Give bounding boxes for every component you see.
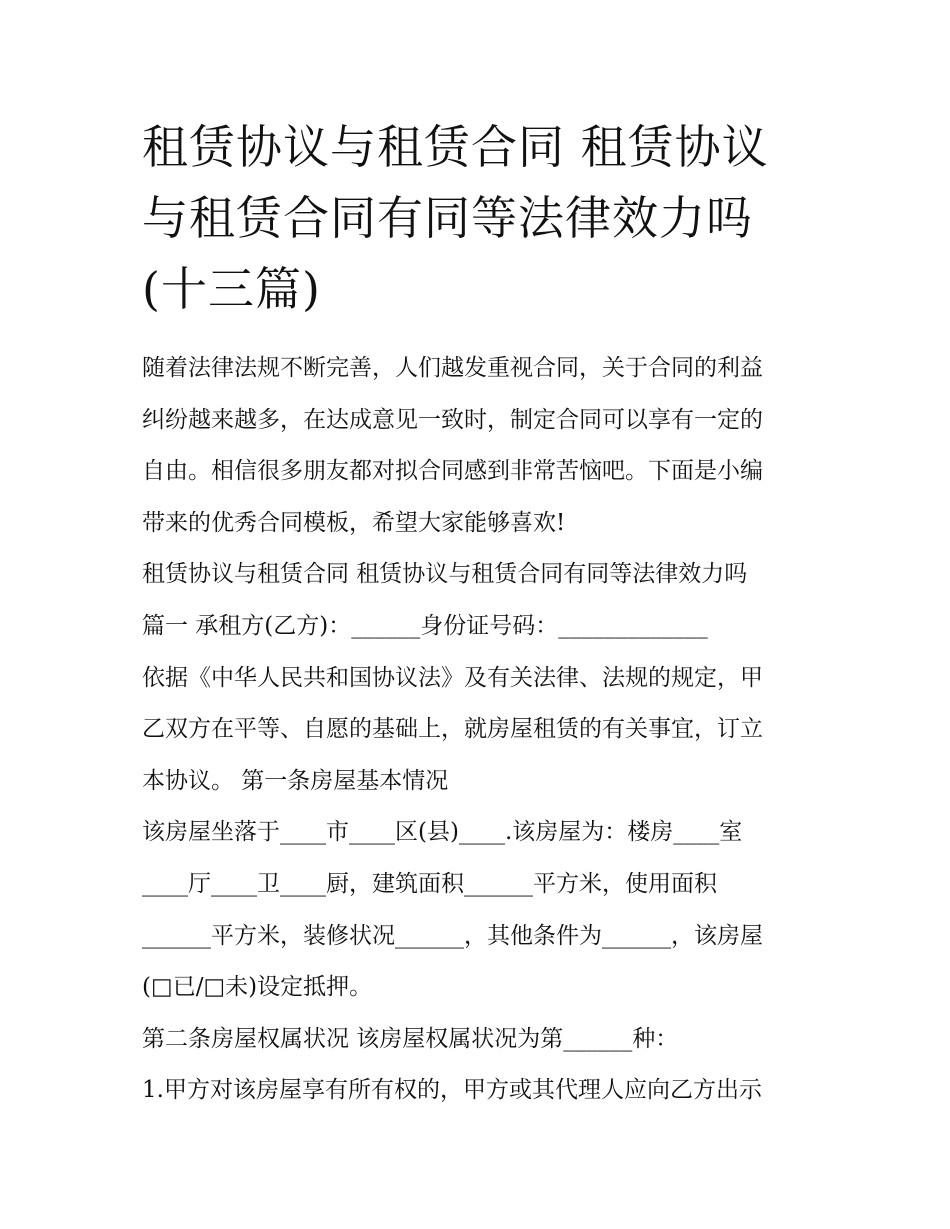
title-line: 租赁协议与租赁合同 租赁协议 xyxy=(142,120,769,174)
body-line: 篇一 承租方(乙方)：______身份证号码：_____________ xyxy=(142,612,708,639)
title-line: (十三篇) xyxy=(142,262,321,316)
document-body xyxy=(142,343,822,1117)
body-line: (□已/□未)设定抵押。 xyxy=(142,974,373,1001)
document-page xyxy=(142,112,822,1117)
body-line: 第二条房屋权属状况 该房屋权属状况为第______种： xyxy=(142,1025,679,1052)
body-line: 带来的优秀合同模板，希望大家能够喜欢! xyxy=(142,509,566,536)
document-title xyxy=(142,112,822,325)
body-line: 本协议。 第一条房屋基本情况 xyxy=(142,767,449,794)
body-line: 该房屋坐落于____市____区(县)____.该房屋为：楼房____室 xyxy=(142,819,743,846)
body-line: 依据《中华人民共和国协议法》及有关法律、法规的规定，甲 xyxy=(142,664,763,691)
body-line: 随着法律法规不断完善，人们越发重视合同，关于合同的利益 xyxy=(142,355,763,381)
body-line: ______平方米，装修状况______，其他条件为______，该房屋 xyxy=(142,922,763,949)
body-line: 自由。相信很多朋友都对拟合同感到非常苦恼吧。下面是小编 xyxy=(142,458,763,485)
body-line: 乙双方在平等、自愿的基础上，就房屋租赁的有关事宜，订立 xyxy=(142,716,763,743)
body-line: ____厅____卫____厨，建筑面积______平方米，使用面积 xyxy=(142,870,717,897)
body-line: 1.甲方对该房屋享有所有权的，甲方或其代理人应向乙方出示 xyxy=(142,1077,762,1104)
title-line: 与租赁合同有同等法律效力吗 xyxy=(142,191,753,245)
body-line: 纠纷越来越多，在达成意见一致时，制定合同可以享有一定的 xyxy=(142,406,763,433)
body-line: 租赁协议与租赁合同 租赁协议与租赁合同有同等法律效力吗 xyxy=(142,561,748,588)
